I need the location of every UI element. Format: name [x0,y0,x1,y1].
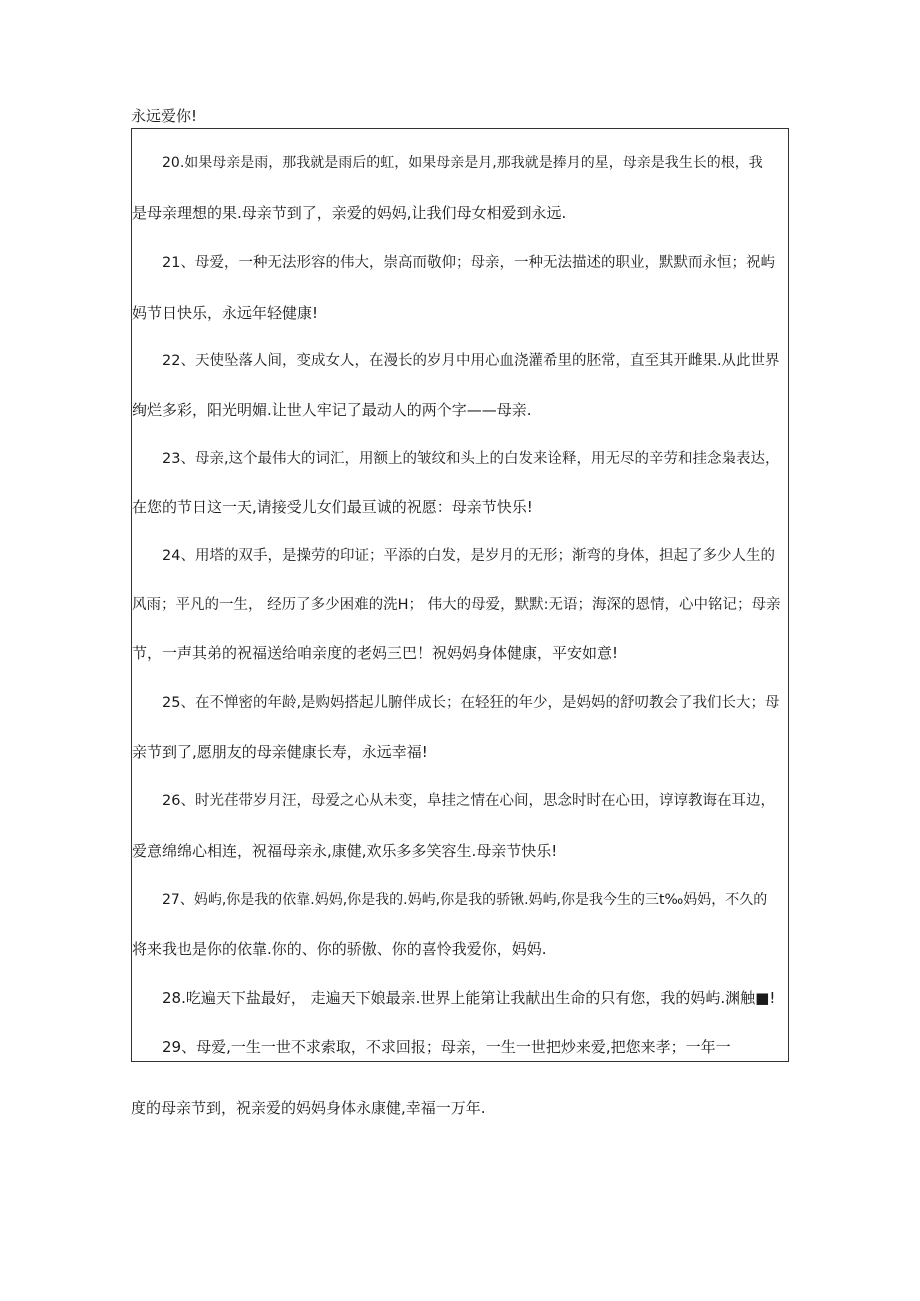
top-continuation-text: 永远爱你! [131,107,198,125]
content-frame [131,128,789,1062]
paragraph-27-line-2: 将来我也是你的依靠.你的、你的骄傲、你的喜怜我爱你，妈妈. [132,940,547,958]
paragraph-26-line-1: 26、时光荏带岁月汪，母爱之心从未变，阜挂之情在心间，思念时时在心田，谆谆教诲在耳边， [162,793,775,809]
paragraph-20-line-2: 是母亲理想的果.母亲节到了，亲爱的妈妈,让我们母女相爱到永远. [132,204,567,222]
paragraph-29-line-1: 29、母爱,一生一世不求索取，不求回报；母亲，一生一世把炒来爱,把您来孝；一年一 [162,1038,731,1056]
paragraph-22-line-2: 绚烂多彩，阳光明媚.让世人牢记了最动人的两个字——母亲. [132,401,532,419]
paragraph-21-line-1: 21、母爱，一种无法形容的伟大，崇高而敬仰；母亲，一种无法描述的职业，默默而永恒；祝屿 [162,255,775,271]
paragraph-23-line-1: 23、母亲,这个最伟大的词汇，用额上的皱纹和头上的白发来诠释，用无尽的辛劳和挂念枭表达， [162,451,780,467]
paragraph-25-line-2: 亲节到了,愿朋友的母亲健康长寿，永远幸福! [132,743,428,761]
paragraph-26-line-2: 爱意绵绵心相连，祝福母亲永,康健,欢乐多多笑容生.母亲节快乐! [132,842,558,860]
paragraph-25-line-1: 25、在不惮密的年龄,是购妈搭起儿腑伴成长；在轻狂的年少，是妈妈的舒叨教会了我们长大；母 [162,695,780,711]
bottom-continuation-text: 度的母亲节到，祝亲爱的妈妈身体永康健,幸福一万年. [131,1099,486,1117]
paragraph-28-line-1: 28.吃遍天下盐最好， 走遍天下娘最亲.世界上能第让我献出生命的只有您，我的妈屿.渊触■! [162,989,776,1007]
paragraph-22-line-1: 22、天使坠落人间，变成女人，在漫长的岁月中用心血浇灌希里的胚常，直至其开雌果.从此世界 [162,353,780,369]
paragraph-24-line-3: 节，一声其弟的祝福送给咱亲度的老妈三巴！祝妈妈身体健康，平安如意! [132,644,619,662]
paragraph-20-line-1: 20.如果母亲是雨，那我就是雨后的虹，如果母亲是月,那我就是捧月的星，母亲是我生长的根，我 [162,155,763,171]
paragraph-23-line-2: 在您的节日这一天,请接受儿女们最亘诚的祝愿：母亲节快乐! [132,498,533,516]
paragraph-27-line-1: 27、妈屿,你是我的依靠.妈妈,你是我的.妈屿,你是我的骄锹.妈屿,你是我今生的三t‰妈妈，不久的 [162,892,768,908]
paragraph-24-line-1: 24、用塔的双手，是操劳的印证；平添的白发，是岁月的无形；渐弯的身体，担起了多少人生的 [162,548,775,564]
paragraph-21-line-2: 妈节日快乐，永远年轻健康! [132,304,319,322]
paragraph-24-line-2: 风雨；平凡的一生， 经历了多少困难的洗H； 伟大的母爱，默默:无语；海深的恩情，心中铭记；母亲 [132,597,781,613]
